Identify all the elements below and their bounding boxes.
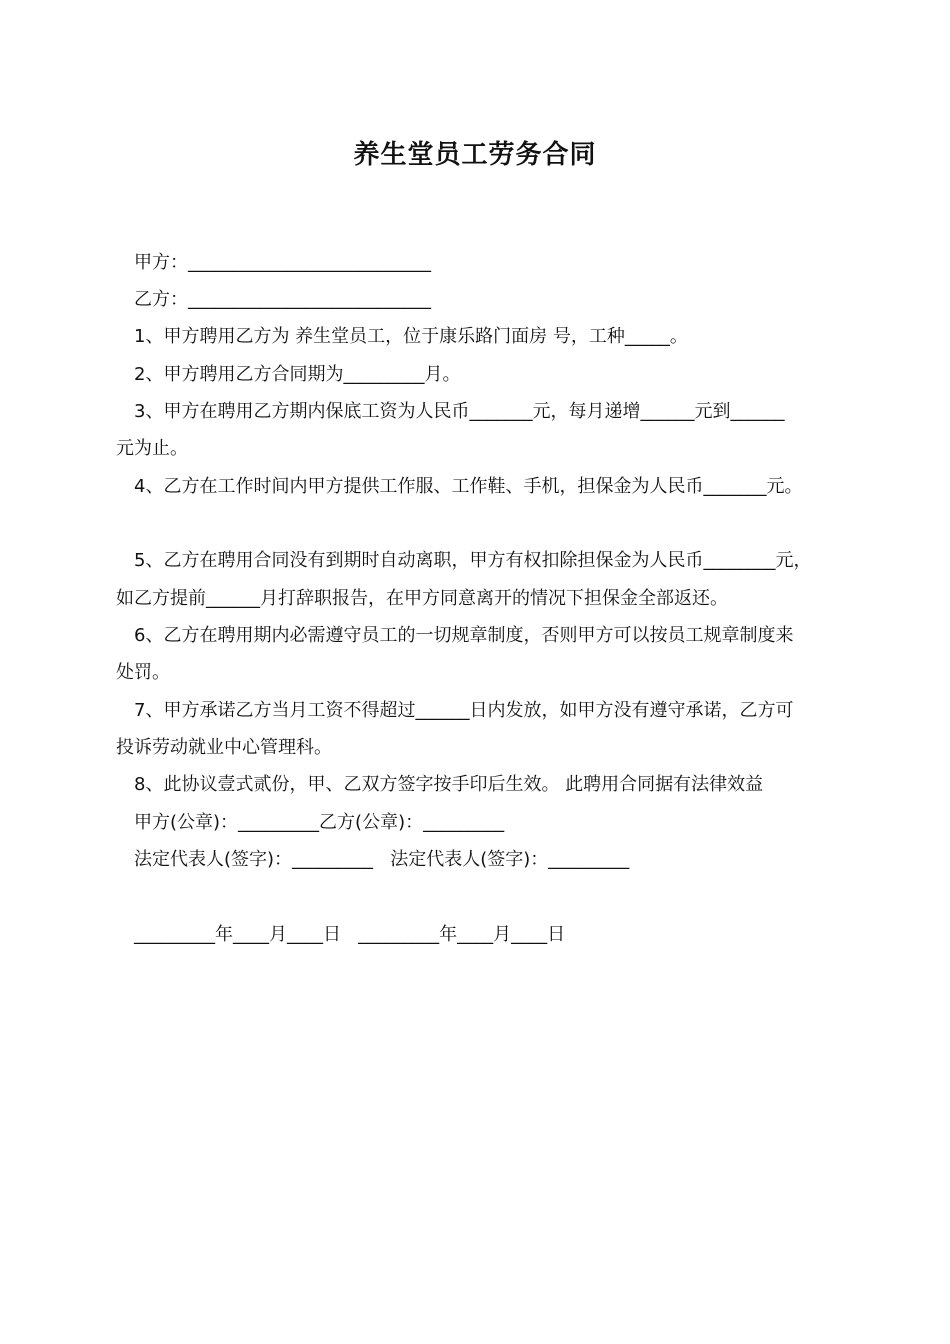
clause-5: 5、乙方在聘用合同没有到期时自动离职，甲方有权扣除担保金为人民币________元， bbox=[134, 550, 812, 571]
seal-line: 甲方(公章)：_________乙方(公章)：_________ bbox=[134, 812, 505, 833]
clause-2: 2、甲方聘用乙方合同期为_________月。 bbox=[134, 364, 461, 385]
clause-3: 3、甲方在聘用乙方期内保底工资为人民币_______元，每月递增______元到______ bbox=[134, 401, 785, 422]
clause-1: 1、甲方聘用乙方为 养生堂员工，位于康乐路门面房 号，工种_____。 bbox=[134, 326, 688, 347]
clause-5-continued: 如乙方提前______月打辞职报告，在甲方同意离开的情况下担保金全部返还。 bbox=[116, 588, 728, 609]
clause-6-continued: 处罚。 bbox=[116, 662, 170, 683]
clause-4: 4、乙方在工作时间内甲方提供工作服、工作鞋、手机，担保金为人民币_______元。 bbox=[134, 476, 803, 497]
clause-7: 7、甲方承诺乙方当月工资不得超过______日内发放，如甲方没有遵守承诺，乙方可 bbox=[134, 700, 794, 721]
document-title: 养生堂员工劳务合同 bbox=[353, 140, 597, 170]
signature-line: 法定代表人(签字)：_________ 法定代表人(签字)：_________ bbox=[134, 849, 630, 870]
clause-7-continued: 投诉劳动就业中心管理科。 bbox=[116, 737, 332, 758]
party-a-line: 甲方：___________________________ bbox=[134, 252, 431, 273]
clause-8: 8、此协议壹式贰份，甲、乙双方签字按手印后生效。 此聘用合同据有法律效益 bbox=[134, 774, 764, 795]
date-line: _________年____月____日 _________年____月____日 bbox=[134, 924, 566, 945]
party-b-line: 乙方：___________________________ bbox=[134, 289, 431, 310]
clause-3-continued: 元为止。 bbox=[116, 438, 188, 459]
clause-6: 6、乙方在聘用期内必需遵守员工的一切规章制度，否则甲方可以按员工规章制度来 bbox=[134, 625, 794, 646]
